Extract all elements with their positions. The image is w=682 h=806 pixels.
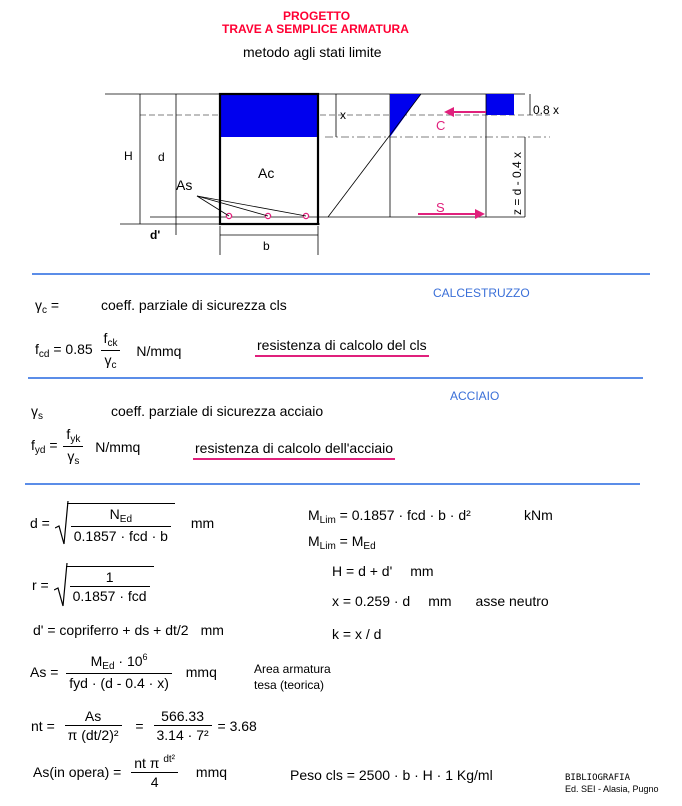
label-C: C <box>436 118 446 133</box>
label-H: H <box>124 149 133 163</box>
bibliografia-ref: Ed. SEI - Alasia, Pugno <box>565 784 659 794</box>
separator-2 <box>28 377 643 379</box>
gamma-s-desc: coeff. parziale di sicurezza acciaio <box>111 403 324 419</box>
label-b: b <box>263 239 270 253</box>
gamma-c-desc: coeff. parziale di sicurezza cls <box>101 297 287 313</box>
formula-r: r = $\frac{1}{\text{0.1857 · fcd}}$ <box>32 562 154 608</box>
formula-dprime: d' = copriferro + ds + dt/2 mm <box>33 622 224 638</box>
formula-peso: Peso cls = 2500 · b · H · 1 Kg/ml <box>290 767 493 783</box>
label-Ac: Ac <box>258 165 275 181</box>
formula-As-opera: As(in opera) = $\frac{nt \pi ^{dt^2}}{4}$ mmq <box>33 754 228 790</box>
gamma-s-row: $\gamma_s$ <box>31 403 43 422</box>
bibliografia-title: BIBLIOGRAFIA <box>565 773 631 783</box>
separator-1 <box>32 273 650 275</box>
label-As: As <box>176 177 193 193</box>
formula-As: As = $\frac{M_{Ed} \cdot 10^6}{\text{fyd · (d - 0.4 · x)}}$ mmq <box>30 652 217 691</box>
formula-H: H = d + d' mm <box>332 563 434 579</box>
mlim-unit: kNm <box>524 507 553 523</box>
label-S: S <box>436 200 445 215</box>
fcd-row: $f_{cd} = 0.85$ $\frac{f_{ck}}{\gamma_c}$ N/mmq <box>35 330 182 371</box>
fyd-row: $f_{yd}$ = $\frac{f_{yk}}{\gamma_s}$ N/mmq <box>31 426 141 467</box>
label-x: x <box>340 108 346 122</box>
beam-section-diagram <box>0 0 682 270</box>
formula-nt: nt = $\frac{As}{\text{π (dt/2)²}}$ = $\frac{566.33}{\text{3.14 · 7²}}$ = 3.68 <box>31 708 257 743</box>
compression-zone <box>220 94 318 137</box>
label-z: z = d - 0.4 x <box>510 151 524 215</box>
As-note-1: Area armatura <box>254 662 331 676</box>
gamma-c-row: $\gamma_c$ = <box>35 297 60 316</box>
formula-mlim-med: $M_{Lim} = M_{Ed}$ <box>308 533 376 552</box>
formula-k: k = x / d <box>332 626 382 642</box>
title-progetto: PROGETTO <box>283 9 351 23</box>
label-08x: 0.8 x <box>533 103 560 117</box>
title-trave: TRAVE A SEMPLICE ARMATURA <box>222 22 409 36</box>
formula-mlim: $M_{Lim} = 0.1857$ · fcd · b · d² <box>308 507 471 526</box>
separator-3 <box>25 483 640 485</box>
fcd-desc: resistenza di calcolo del cls <box>255 337 429 353</box>
formula-x: x = 0.259 · d mm asse neutro <box>332 593 549 609</box>
As-note-2: tesa (teorica) <box>254 678 325 692</box>
fyd-desc: resistenza di calcolo dell'acciaio <box>193 440 395 456</box>
stress-block <box>486 94 514 115</box>
formula-d: d = $\frac{N_{Ed}}{\text{0.1857 · fcd · b}}$ mm <box>30 500 214 546</box>
section-acciaio: ACCIAIO <box>450 389 500 403</box>
section-calcestruzzo: CALCESTRUZZO <box>433 286 530 300</box>
label-dprime: d' <box>150 228 161 242</box>
subtitle-metodo: metodo agli stati limite <box>243 44 382 60</box>
label-d: d <box>158 150 165 164</box>
